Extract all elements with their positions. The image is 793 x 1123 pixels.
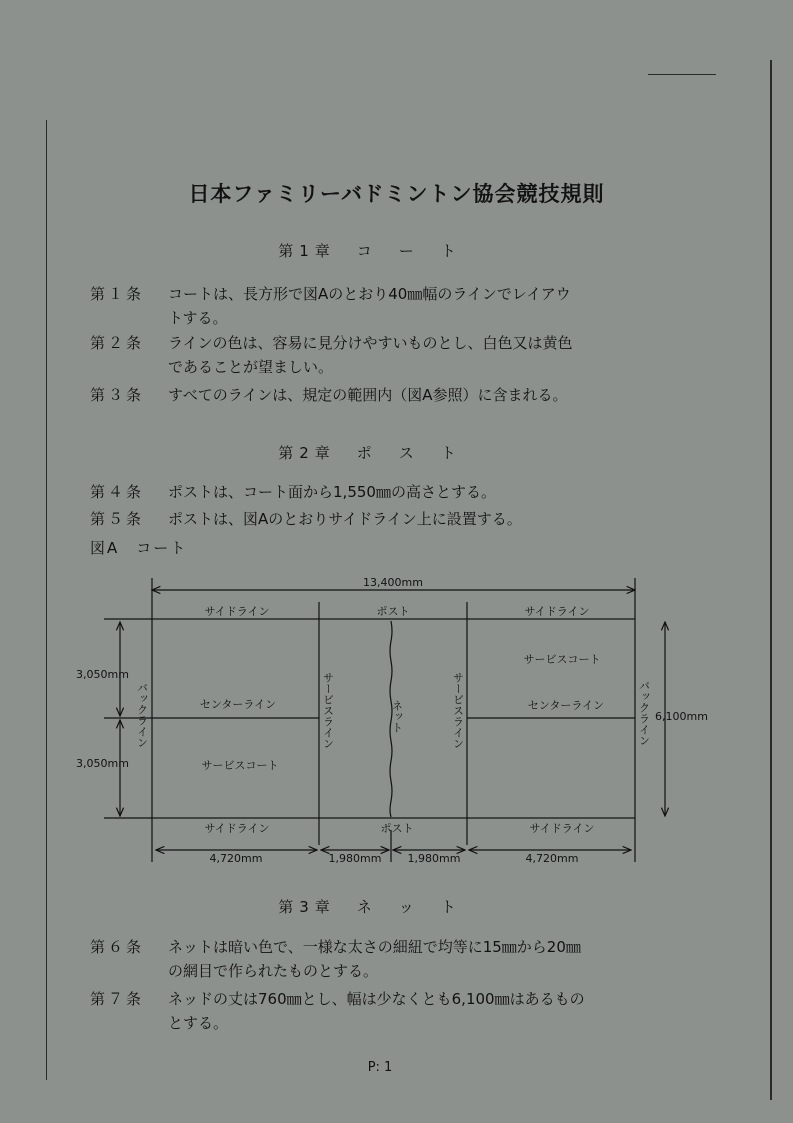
service-court-label-right: サービスコート — [523, 653, 601, 666]
article-line: とする。 — [168, 1014, 229, 1032]
outer-length-label-right: 4,720mm — [525, 852, 579, 865]
article-number: 第７条 — [90, 990, 145, 1008]
side-line-label-top-left: サイドライン — [204, 605, 270, 618]
side-line-label-top-right: サイドライン — [524, 605, 590, 618]
article-number: 第５条 — [90, 510, 145, 528]
article-line: ポストは、コート面から1,550㎜の高さとする。 — [168, 483, 496, 501]
half-width-label-bottom: 3,050mm — [76, 757, 129, 770]
inner-length-label-left: 1,980mm — [328, 852, 382, 865]
article-line: ネットは暗い色で、一様な太さの細紐で均等に15㎜から20㎜ — [168, 938, 581, 956]
article-text — [168, 987, 668, 1035]
article-line: の網目で作られたものとする。 — [168, 962, 379, 980]
article-number: 第２条 — [90, 334, 145, 352]
net-label: ネット — [390, 700, 404, 733]
article-text — [168, 935, 668, 983]
article-line: すべてのラインは、規定の範囲内（図A参照）に含まれる。 — [168, 386, 568, 404]
side-line-label-bottom-right: サイドライン — [529, 822, 595, 835]
back-line-label-right: バックライン — [637, 680, 651, 746]
center-line-label-left: センターライン — [199, 698, 277, 711]
article-number: 第３条 — [90, 386, 145, 404]
side-line-label-bottom-left: サイドライン — [204, 822, 270, 835]
article-line: ラインの色は、容易に見分けやすいものとし、白色又は黄色 — [168, 334, 573, 352]
chapter-1-heading: 第1章 コ ー ト — [278, 242, 462, 260]
service-line-label-right: サービスライン — [451, 672, 465, 749]
total-length-label: 13,400mm — [363, 576, 423, 589]
total-width-label: 6,100mm — [655, 710, 708, 723]
chapter-2-heading: 第2章 ポ ス ト — [278, 444, 462, 462]
article-line: であることが望ましい。 — [168, 358, 334, 376]
article-line: トする。 — [168, 309, 228, 327]
figure-label: 図A コート — [90, 539, 188, 557]
chapter-3-heading: 第3章 ネ ッ ト — [278, 898, 462, 916]
article-number: 第１条 — [90, 285, 145, 303]
article-line: コートは、長方形で図Aのとおり40㎜幅のラインでレイアウ — [168, 285, 571, 303]
document-title: 日本ファミリーバドミントン協会競技規則 — [188, 182, 605, 206]
outer-length-label-left: 4,720mm — [209, 852, 263, 865]
article-number: 第６条 — [90, 938, 145, 956]
center-line-label-right: センターライン — [527, 699, 605, 712]
article-line: ポストは、図Aのとおりサイドライン上に設置する。 — [168, 510, 522, 528]
post-label-bottom: ポスト — [380, 822, 414, 835]
article-line: ネッドの丈は760㎜とし、幅は少なくとも6,100㎜はあるもの — [168, 990, 585, 1008]
half-width-label-top: 3,050mm — [76, 668, 129, 681]
inner-length-label-right: 1,980mm — [407, 852, 461, 865]
post-label-top: ポスト — [376, 605, 410, 618]
back-line-label-left: バックライン — [135, 682, 149, 748]
service-court-label-left: サービスコート — [201, 759, 279, 772]
service-line-label-left: サービスライン — [321, 672, 335, 749]
article-number: 第４条 — [90, 483, 145, 501]
page-number: P: 1 — [367, 1060, 393, 1075]
